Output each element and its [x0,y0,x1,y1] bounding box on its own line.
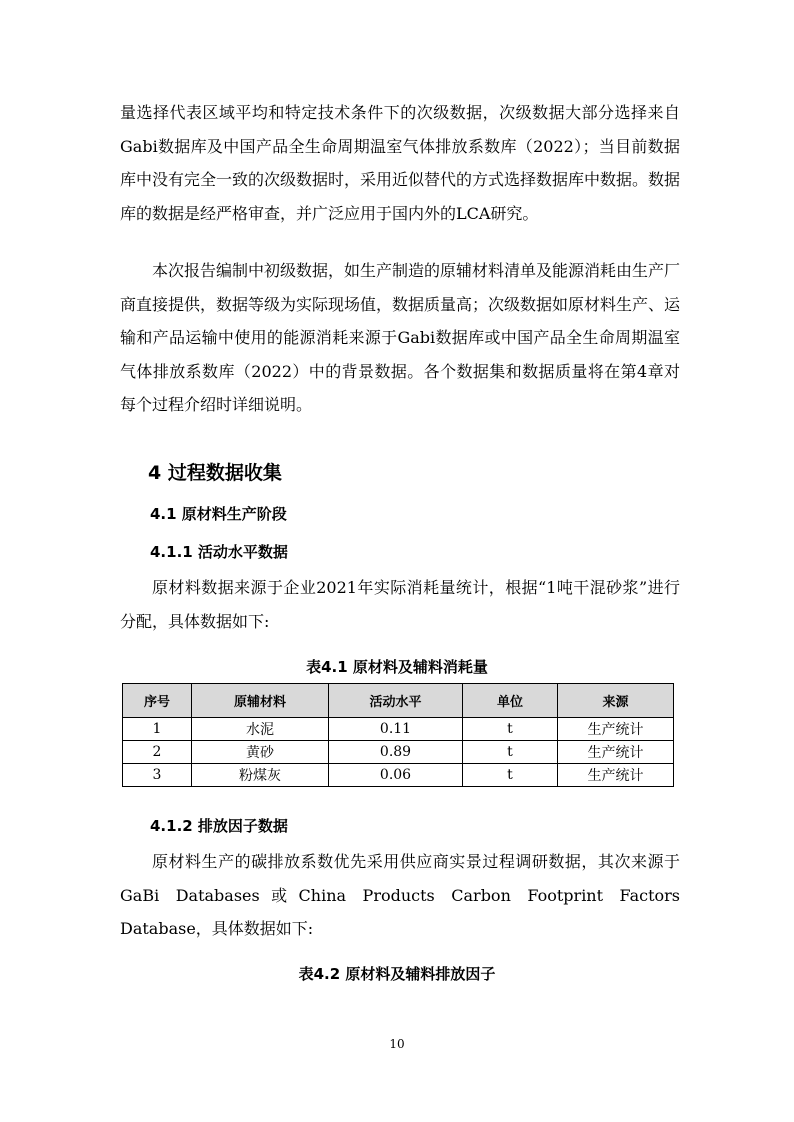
cell-activity: 0.06 [329,764,463,787]
cell-material: 粉煤灰 [192,764,329,787]
paragraph-activity-data: 原材料数据来源于企业2021年实际消耗量统计，根据“1吨干混砂浆”进行分配，具体数据如下: [120,578,680,631]
header-source: 来源 [558,684,674,718]
table-row [123,741,674,764]
paragraph-data-quality: 本次报告编制中初级数据，如生产制造的原辅材料清单及能源消耗由生产厂商直接提供，数据等级为实际现场值，数据质量高；次级数据如原材料生产、运输和产品运输中使用的能源消耗来源于Gabi数据库或中国产品全生命周期温室气体排放系数库（2022）中的背景数据。各个数据集和数据质量将在第4章对每个过程介绍时详细说明。 [120,261,681,415]
section-heading-4-1-1: 4.1.1 活动水平数据 [150,543,288,561]
cell-source: 生产统计 [558,718,674,741]
materials-consumption-table [122,683,674,787]
cell-no: 1 [123,718,192,741]
cell-source: 生产统计 [558,741,674,764]
section-heading-4: 4 过程数据收集 [148,462,282,484]
table-header-row [123,684,674,718]
cell-unit: t [463,764,558,787]
cell-activity: 0.89 [329,741,463,764]
cell-activity: 0.11 [329,718,463,741]
table-caption-4-1: 表4.1 原材料及辅料消耗量 [306,658,488,676]
cell-material: 黄砂 [192,741,329,764]
cell-unit: t [463,741,558,764]
table-row [123,718,674,741]
paragraph-data-source: 量选择代表区域平均和特定技术条件下的次级数据，次级数据大部分选择来自Gabi数据库及中国产品全生命周期温室气体排放系数库（2022）；当目前数据库中没有完全一致的次级数据时，采用近似替代的方式选择数据库中数据。数据库的数据是经严格审查，并广泛应用于国内外的LCA研究。 [120,103,681,223]
table-row [123,764,674,787]
header-activity: 活动水平 [329,684,463,718]
section-heading-4-1-2: 4.1.2 排放因子数据 [150,817,288,835]
cell-unit: t [463,718,558,741]
cell-no: 2 [123,741,192,764]
header-no: 序号 [123,684,192,718]
cell-source: 生产统计 [558,764,674,787]
section-heading-4-1: 4.1 原材料生产阶段 [150,505,287,523]
cell-material: 水泥 [192,718,329,741]
paragraph-emission-factors: 原材料生产的碳排放系数优先采用供应商实景过程调研数据，其次来源于GaBi Databases或China Products Carbon Footprint Factors Database，具体数据如下: [120,852,680,939]
header-material: 原辅材料 [192,684,329,718]
page-number: 10 [389,1037,405,1051]
header-unit: 单位 [463,684,558,718]
cell-no: 3 [123,764,192,787]
table-caption-4-2: 表4.2 原材料及辅料排放因子 [298,965,496,983]
